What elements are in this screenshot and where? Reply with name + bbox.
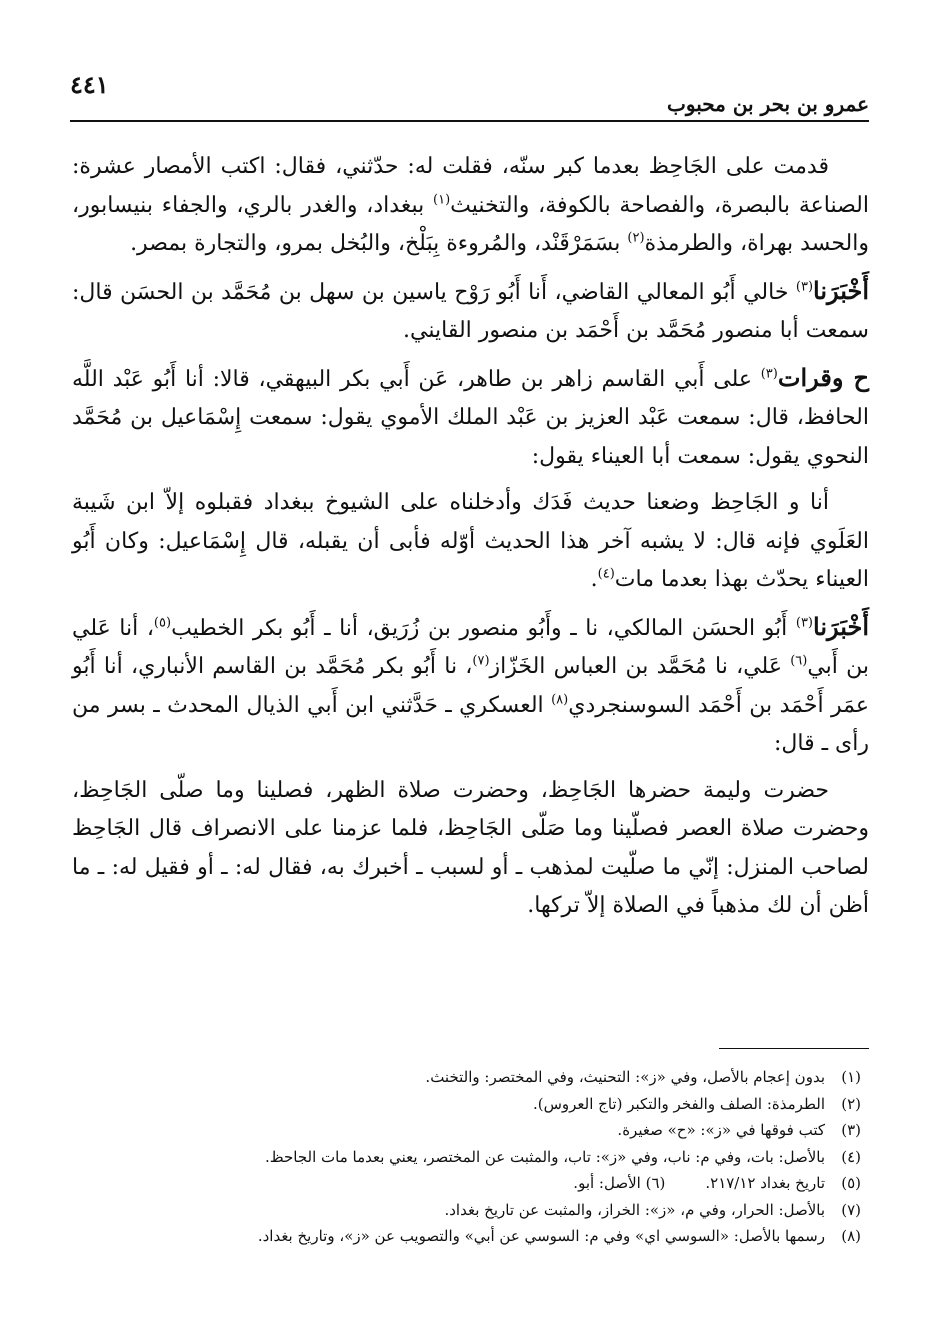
p5-text-5: العسكري ـ حَدَّثني ابن أَبي الذيال المحدث ـ بسر من رأى ـ قال: bbox=[72, 692, 869, 756]
footnote-ref-3: (٣) bbox=[795, 279, 814, 295]
footnote-2 bbox=[150, 1091, 861, 1118]
p5-text-2: ، أنا عَلي بن أَبي bbox=[72, 615, 869, 679]
footnote-ref-3c: (٣) bbox=[795, 615, 813, 631]
paragraph-6 bbox=[72, 772, 869, 926]
p1-line-3b: بسَمَرْقَنْد، والمُروءة بِبَلْخ، والبُخل بمرو، والتجارة bbox=[194, 231, 628, 256]
footnote-number: (٢) bbox=[841, 1094, 861, 1113]
p3-text: على أَبي القاسم زاهر بن طاهر، عَن أَبي بكر البيهقي، قالا: أنا أَبُو عَبْد اللَّه الحافظ، قال: سمعت عَبْد العزيز بن عَبْد الملك الأموي يقول: سمعت إِسْمَاعيل بن مُحَمَّد النحوي يقول: سمعت أبا العيناء يقول: bbox=[72, 366, 869, 469]
p1-line-2b: ببغداد، والغدر بالري، والجفاء bbox=[161, 192, 434, 218]
isnad-keyword: أَخْبَرَنا bbox=[813, 275, 869, 305]
footnote-text: تاريخ بغداد ٢١٧/١٢. bbox=[705, 1174, 825, 1192]
paragraph-4 bbox=[72, 484, 869, 600]
footnote-ref-5: (٥) bbox=[153, 615, 172, 631]
footnote-text: بالأصل: الحرار، وفي م، «ز»: الخراز، والمثبت عن تاريخ بغداد. bbox=[444, 1200, 825, 1219]
footnote-7 bbox=[150, 1197, 861, 1224]
p2-text: خالي أَبُو المعالي القاضي، أَنا أَبُو رَوْح ياسين بن سهل بن مُحَمَّد بن الحسَن قال: سمعت أبا منصور مُحَمَّد بن أَحْمَد بن منصور القايني. bbox=[72, 279, 869, 343]
p5-text-4: ، نا أَبُو بكر مُحَمَّد بن القاسم الأنباري، أنا أَبُو عمَر أَحْمَد بن أَحْمَد السوسنجردي bbox=[72, 654, 869, 718]
footnote-4 bbox=[150, 1144, 861, 1171]
footnote-ref-7: (٧) bbox=[472, 653, 490, 669]
footnote-number: (١) bbox=[841, 1068, 861, 1086]
p1-line-4: بمصر. bbox=[130, 231, 188, 256]
footnote-number: (٧) bbox=[841, 1200, 861, 1219]
p5-text-3: عَلي، نا مُحَمَّد بن العباس الخَزّاز bbox=[489, 654, 791, 679]
footnote-1 bbox=[150, 1064, 861, 1091]
footnotes bbox=[150, 1064, 861, 1250]
p4-text: أنا و الجَاحِظ وضعنا حديث فَدَك وأدخلناه على الشيوخ ببغداد فقبلوه إلاّ ابن شَيبة العَلَوي فإنه قال: لا يشبه آخر هذا الحديث أوّله فأبى أن يقبله، قال إِسْمَاعيل: وكان أَبُو العيناء يحدّث بهذا بعدما مات bbox=[72, 490, 869, 592]
p1-line-2a: الصناعة بالبصرة، والفصاحة بالكوفة، والتخنيث bbox=[450, 192, 869, 218]
running-title: عمرو بن بحر بن محبوب bbox=[667, 92, 869, 116]
main-text bbox=[72, 148, 869, 934]
footnote-ref-8: (٨) bbox=[551, 692, 569, 708]
p4-end: . bbox=[590, 567, 598, 592]
footnote-text: كتب فوقها في «ز»: «ح» صغيرة. bbox=[617, 1121, 825, 1139]
paragraph-3 bbox=[72, 359, 869, 477]
paragraph-2 bbox=[72, 272, 869, 351]
footnote-text: بالأصل: بات، وفي م: ناب، وفي «ز»: تاب، والمثبت عن المختصر، يعني بعدما مات الجاحظ. bbox=[264, 1147, 825, 1166]
page-header bbox=[70, 60, 869, 120]
footnote-8 bbox=[150, 1223, 861, 1250]
footnote-text: بدون إعجام بالأصل، وفي «ز»: التحنيث، وفي المختصر: والتخنث. bbox=[425, 1068, 825, 1086]
isnad-keyword: أَخْبَرَنا bbox=[813, 611, 869, 641]
footnote-number: (٥) bbox=[841, 1174, 861, 1192]
header-rule bbox=[70, 120, 869, 122]
paragraph-5 bbox=[72, 608, 869, 764]
footnote-number: (٨) bbox=[841, 1227, 861, 1245]
footnote-number: (٤) bbox=[841, 1147, 861, 1166]
footnote-5-6 bbox=[150, 1170, 861, 1197]
footnote-text: الطرمذة: الصلف والفخر والتكبر (تاج العروس). bbox=[532, 1094, 825, 1113]
footnote-ref-6: (٦) bbox=[790, 653, 808, 669]
p1-line-3a: بنيسابور، والحسد بهراة، والطرمذة bbox=[72, 192, 869, 256]
footnote-text: رسمها بالأصل: «السوسي اي» وفي م: السوسي عن أبي» والتصويب عن «ز»، وتاريخ بغداد. bbox=[257, 1227, 825, 1245]
page-number: ٤٤١ bbox=[70, 70, 109, 99]
footnote-number: (٣) bbox=[841, 1121, 861, 1139]
p1-line-1: قدمت على الجَاحِظ بعدما كبر سنّه، فقلت له: حدّثني، فقال: اكتب الأمصار عشرة: bbox=[72, 154, 829, 179]
footnote-ref-1: (١) bbox=[433, 192, 451, 208]
footnote-rule bbox=[719, 1048, 869, 1049]
p5-text-1: أَبُو الحسَن المالكي، نا ـ وأَبُو منصور بن زُرَيق، أنا ـ أَبُو بكر الخطيب bbox=[171, 615, 796, 641]
paragraph-1 bbox=[72, 148, 869, 264]
footnote-3 bbox=[150, 1117, 861, 1144]
footnote-text: الأصل: أبو. bbox=[573, 1174, 641, 1192]
footnote-number: (٦) bbox=[645, 1174, 666, 1192]
footnote-ref-4: (٤) bbox=[597, 566, 615, 582]
isnad-keyword: ح وقرات bbox=[777, 362, 869, 392]
p6-text: حضرت وليمة حضرها الجَاحِظ، وحضرت صلاة الظهر، فصلينا وما صلّى الجَاحِظ، وحضرت صلاة العصر فصلّينا وما صَلّى الجَاحِظ، فلما عزمنا على الانصراف قال الجَاحِظ لصاحب المنزل: إنّي ما صلّيت لمذهب ـ أو لسبب ـ أخبرك به، فقال له: ـ أو فقيل له: ـ ما أظن أن لك مذهباً في الصلاة إلاّ تركها. bbox=[72, 777, 869, 918]
footnote-ref-2: (٢) bbox=[627, 230, 645, 246]
footnote-ref-3b: (٣) bbox=[760, 366, 778, 382]
